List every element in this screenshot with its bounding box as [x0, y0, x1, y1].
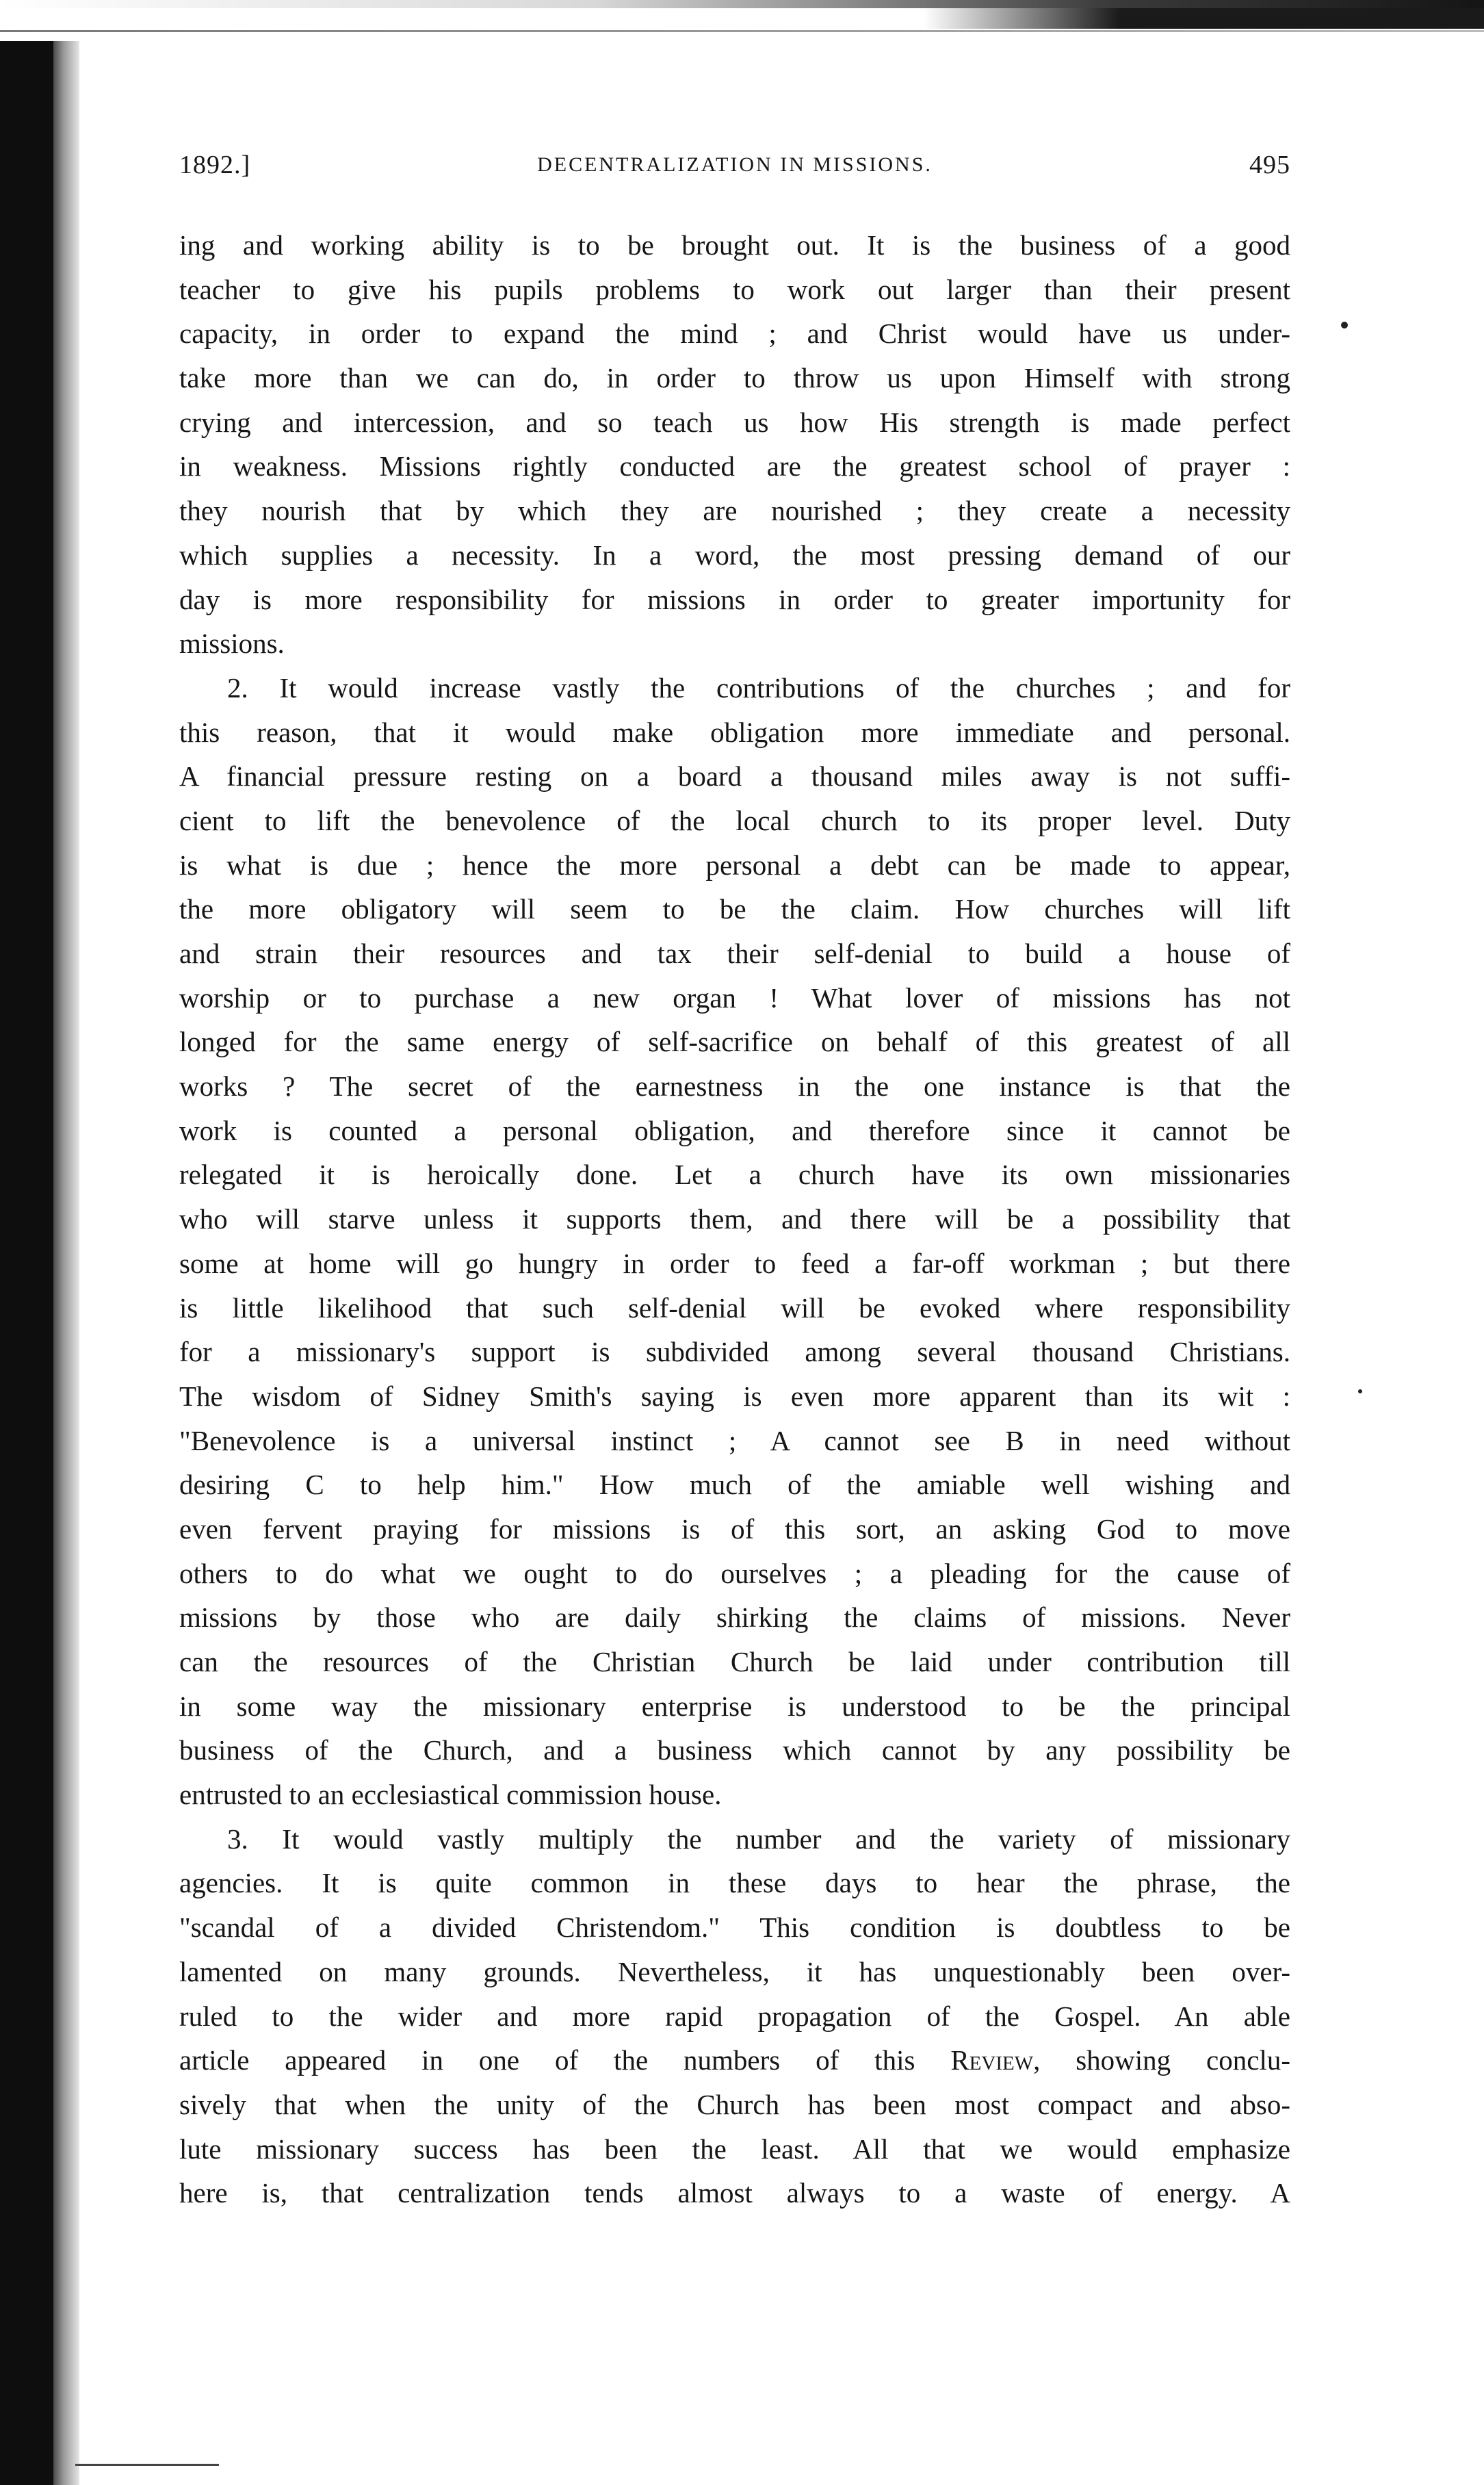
- text-line: take more than we can do, in order to throw us upon Himself with strong: [179, 362, 1290, 394]
- text-line: 3. It would vastly multiply the number and the variety of missionary: [227, 1823, 1290, 1855]
- text-line: who will starve unless it supports them, and there will be a possibility that: [179, 1203, 1290, 1235]
- text-line-end: , showing conclu-: [1033, 2044, 1290, 2076]
- scan-speck: [1341, 322, 1348, 329]
- text-line: missions.: [179, 628, 285, 660]
- text-line: relegated it is heroically done. Let a church have its own missionaries: [179, 1159, 1290, 1191]
- text-line: crying and intercession, and so teach us how His strength is made perfect: [179, 406, 1290, 438]
- text-line: they nourish that by which they are nourished ; they create a necessity: [179, 495, 1290, 527]
- text-line: ing and working ability is to be brought out. It is the business of a good: [179, 229, 1290, 261]
- page-number: 495: [1249, 151, 1290, 179]
- header-year: 1892.]: [179, 151, 251, 179]
- text-line: agencies. It is quite common in these days to hear the phrase, the: [179, 1867, 1290, 1899]
- text-line: even fervent praying for missions is of this sort, an asking God to move: [179, 1512, 1290, 1545]
- text-line: works ? The secret of the earnestness in the one instance is that the: [179, 1070, 1290, 1103]
- text-line: some at home will go hungry in order to feed a far-off workman ; but there: [179, 1247, 1290, 1279]
- text-line: day is more responsibility for missions in order to greater importunity for: [179, 583, 1290, 615]
- text-line: desiring C to help him." How much of the amiable well wishing and: [179, 1469, 1290, 1501]
- header-title: DECENTRALIZATION IN MISSIONS.: [537, 153, 933, 176]
- review-title: Review: [950, 2044, 1034, 2076]
- text-line: 2. It would increase vastly the contributions of the churches ; and for: [227, 671, 1290, 704]
- text-line: ruled to the wider and more rapid propagation of the Gospel. An able: [179, 2000, 1290, 2032]
- text-line: in weakness. Missions rightly conducted are the greatest school of prayer :: [179, 450, 1290, 482]
- text-line: can the resources of the Christian Church be laid under contribution till: [179, 1646, 1290, 1677]
- text-line: capacity, in order to expand the mind ; and Christ would have us under-: [179, 318, 1290, 350]
- scan-speck: [1358, 1389, 1362, 1393]
- scan-border-top-shadow: [924, 8, 1484, 29]
- text-line: sively that when the unity of the Church has been most compact and abso-: [179, 2088, 1290, 2120]
- text-line: missions by those who are daily shirking the claims of missions. Never: [179, 1601, 1290, 1634]
- text-line: "scandal of a divided Christendom." This condition is doubtless to be: [179, 1911, 1290, 1944]
- text-line: lute missionary success has been the least. All that we would emphasize: [179, 2133, 1290, 2165]
- text-line: cient to lift the benevolence of the local church to its proper level. Duty: [179, 804, 1290, 836]
- text-line: and strain their resources and tax their self-denial to build a house of: [179, 938, 1290, 969]
- text-line: in some way the missionary enterprise is understood to be the principal: [179, 1690, 1290, 1722]
- article-body: [179, 223, 1290, 2215]
- running-head: [179, 146, 1290, 187]
- text-line: entrusted to an ecclesiastical commission house.: [179, 1779, 722, 1811]
- text-line: longed for the same energy of self-sacrifice on behalf of this greatest of all: [179, 1026, 1290, 1058]
- text-line: worship or to purchase a new organ ! What lover of missions has not: [179, 981, 1290, 1014]
- text-line: work is counted a personal obligation, and therefore since it cannot be: [179, 1114, 1290, 1146]
- text-line: business of the Church, and a business which cannot by any possibility be: [179, 1734, 1290, 1766]
- scan-page-edge: [53, 41, 79, 2485]
- text-line: A financial pressure resting on a board a thousand miles away is not suffi-: [179, 760, 1290, 793]
- text-line: [179, 2038, 1290, 2083]
- text-line: is what is due ; hence the more personal a debt can be made to appear,: [179, 849, 1290, 881]
- text-line: for a missionary's support is subdivided among several thousand Christians.: [179, 1336, 1290, 1368]
- text-line-start: article appeared in one of the numbers of this: [179, 2044, 915, 2076]
- text-line: here is, that centralization tends almost always to a waste of energy. A: [179, 2177, 1290, 2209]
- scan-border-top: [0, 0, 1484, 8]
- text-line: lamented on many grounds. Nevertheless, it has unquestionably been over-: [179, 1955, 1290, 1987]
- text-line: which supplies a necessity. In a word, the most pressing demand of our: [179, 539, 1290, 571]
- text-line: the more obligatory will seem to be the claim. How churches will lift: [179, 893, 1290, 925]
- text-line: others to do what we ought to do ourselves ; a pleading for the cause of: [179, 1557, 1290, 1589]
- scan-rule-bottom: [75, 2464, 219, 2466]
- scan-border-left: [0, 41, 53, 2485]
- text-line: teacher to give his pupils problems to work out larger than their present: [179, 273, 1290, 305]
- text-line: this reason, that it would make obligation more immediate and personal.: [179, 716, 1290, 748]
- text-line: "Benevolence is a universal instinct ; A cannot see B in need without: [179, 1424, 1290, 1456]
- text-line: The wisdom of Sidney Smith's saying is even more apparent than its wit :: [179, 1380, 1290, 1412]
- scan-rule-top: [0, 30, 1484, 32]
- text-line: is little likelihood that such self-denial will be evoked where responsibility: [179, 1291, 1290, 1324]
